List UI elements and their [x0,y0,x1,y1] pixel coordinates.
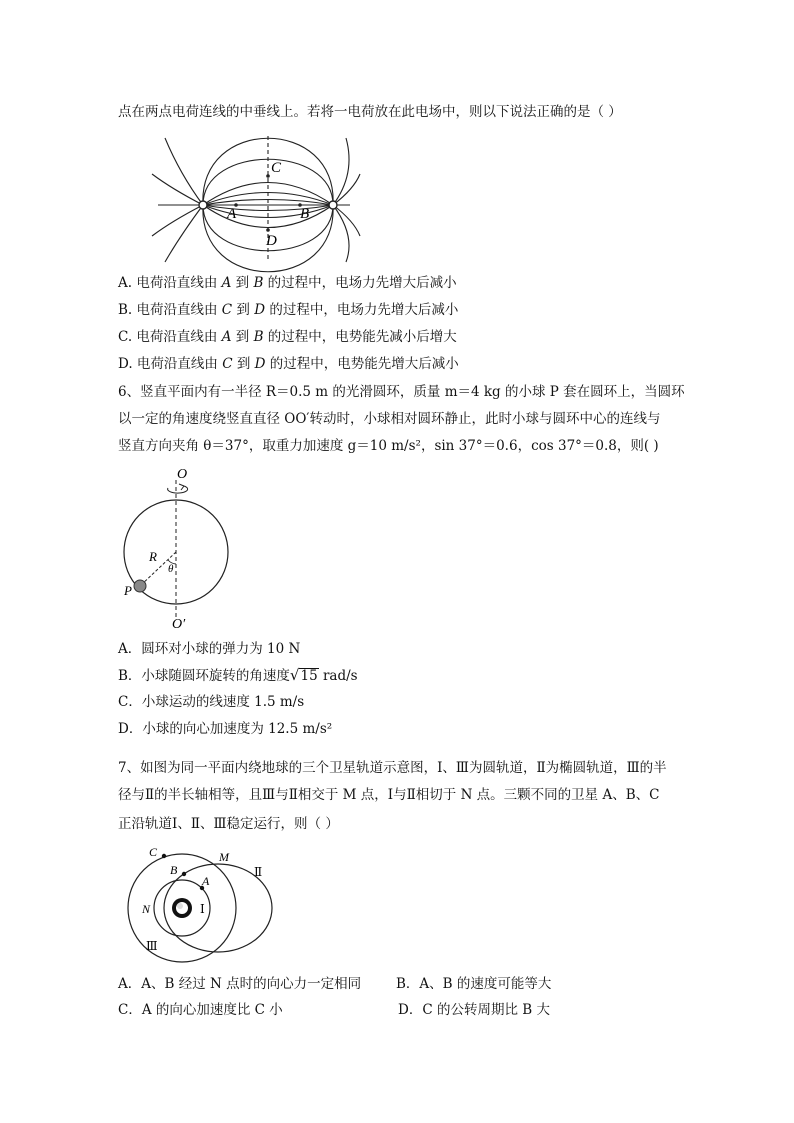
label-N: N [142,902,151,916]
label-III: Ⅲ [146,939,158,953]
q6-option-b: B．小球随圆环旋转的角速度√15 rad/s [118,666,358,684]
q6-option-d: D．小球的向心加速度为 12.5 m/s² [118,721,333,737]
label-A: A [227,206,237,222]
q7-stem-line1: 7、如图为同一平面内绕地球的三个卫星轨道示意图，Ⅰ、Ⅲ为圆轨道，Ⅱ为椭圆轨道，Ⅲ的半 [118,760,667,776]
q6-option-c: C．小球运动的线速度 1.5 m/s [118,694,305,710]
label-O: O [177,467,188,482]
q7-stem-line2: 径与Ⅱ的半长轴相等，且Ⅲ与Ⅱ相交于 M 点，Ⅰ与Ⅱ相切于 N 点。三颗不同的卫星 A、B、C [118,787,660,803]
label-II: Ⅱ [254,865,263,879]
q7-option-b: B．A、B 的速度可能等大 [396,976,552,992]
q5-option-d: D. 电荷沿直线由 C 到 D 的过程中，电势能先增大后减小 [118,356,459,372]
ball-p [134,580,146,592]
q7-option-d: D．C 的公转周期比 B 大 [398,1002,550,1018]
satellite-b [182,872,186,876]
label-C: C [271,160,282,176]
q6-option-a: A．圆环对小球的弹力为 10 N [118,641,301,657]
orbit-diagram [122,842,292,962]
q5-option-c: C. 电荷沿直线由 A 到 B 的过程中，电势能先减小后增大 [118,329,457,345]
label-A: A [202,874,210,888]
satellite-c [162,854,166,858]
q7-option-c: C．A 的向心加速度比 C 小 [118,1002,283,1018]
label-I: Ⅰ [200,902,205,916]
label-D: D [266,233,277,249]
ring-diagram [118,462,248,632]
q6-stem-line2: 以一定的角速度绕竖直直径 OO′转动时，小球相对圆环静止，此时小球与圆环中心的连线与 [118,411,661,427]
q5-stem-tail: 点在两点电荷连线的中垂线上。若将一电荷放在此电场中，则以下说法正确的是（ ） [118,104,622,120]
label-P: P [124,583,132,598]
label-B: B [170,863,178,877]
q6-stem-line3: 竖直方向夹角 θ＝37°，取重力加速度 g＝10 m/s²，sin 37°＝0.6，cos 37°＝0.8，则( ) [118,438,659,454]
q6-stem-line1: 6、竖直平面内有一半径 R＝0.5 m 的光滑圆环，质量 m＝4 kg 的小球 P 套在圆环上，当圆环 [118,384,685,400]
left-charge [199,201,207,209]
label-C: C [149,845,158,859]
label-R: R [149,549,157,564]
label-M: M [219,850,229,864]
label-theta: θ [168,563,174,575]
q5-option-a: A. 电荷沿直线由 A 到 B 的过程中，电场力先增大后减小 [118,275,457,291]
q7-option-a: A．A、B 经过 N 点时的向心力一定相同 [118,976,362,992]
electric-field-diagram [150,134,360,264]
right-charge [329,201,337,209]
q5-option-b: B. 电荷沿直线由 C 到 D 的过程中，电场力先增大后减小 [118,302,459,318]
q7-stem-line3: 正沿轨道Ⅰ、Ⅱ、Ⅲ稳定运行，则（ ） [118,816,339,832]
label-B: B [300,206,310,222]
label-O-prime: O′ [172,617,186,632]
